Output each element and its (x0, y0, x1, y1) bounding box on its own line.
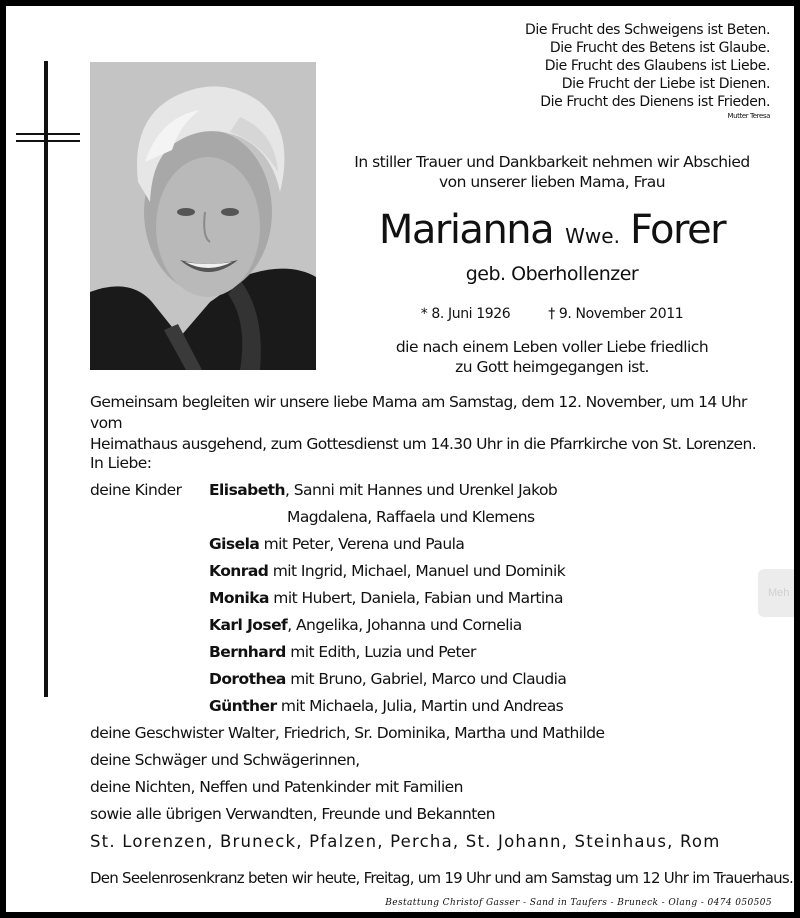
mourners-heading: In Liebe: (90, 454, 152, 472)
child-name: Konrad (209, 562, 269, 580)
child-family: mit Ingrid, Michael, Manuel und Dominik (268, 562, 566, 580)
widow-title: Wwe. (565, 224, 620, 248)
quote-line: Die Frucht des Dienens ist Frieden. (540, 94, 770, 110)
child-family: mit Michaela, Julia, Martin und Andreas (276, 697, 564, 715)
memorial-quote (525, 21, 770, 121)
child-entry (209, 588, 563, 608)
funeral-announcement (90, 392, 780, 455)
child-family: mit Hubert, Daniela, Fabian und Martina (268, 589, 563, 607)
child-entry (209, 615, 522, 635)
child-family: , Sanni mit Hannes und Urenkel Jakob (285, 481, 558, 499)
portrait-illustration (90, 62, 316, 370)
portrait-photo (90, 62, 316, 370)
deceased-name (324, 206, 780, 260)
maiden-name: geb. Oberhollenzer (465, 263, 639, 285)
child-name: Günther (209, 697, 277, 715)
obituary-notice (6, 6, 794, 912)
child-entry (209, 696, 563, 716)
passing-line: die nach einem Leben voller Liebe friedlich (395, 338, 709, 356)
side-more-tab[interactable]: Meh (758, 569, 794, 617)
passing-text (324, 337, 780, 377)
child-name: Gisela (209, 535, 260, 553)
mourner-line: deine Schwäger und Schwägerinnen, (90, 751, 360, 769)
mourner-line: deine Geschwister Walter, Friedrich, Sr. Dominika, Martha und Mathilde (90, 724, 605, 742)
child-family: Magdalena, Raffaela und Klemens (287, 508, 535, 526)
rosary-announcement: Den Seelenrosenkranz beten wir heute, Freitag, um 19 Uhr und am Samstag um 12 Uhr im Trauerhaus. (90, 869, 793, 887)
child-name: Elisabeth (209, 481, 286, 499)
child-family: mit Edith, Luzia und Peter (285, 643, 476, 661)
child-entry (209, 480, 557, 500)
life-dates (324, 304, 780, 324)
child-entry (209, 534, 464, 554)
cross-horizontal-bar-second (16, 140, 80, 142)
cross-horizontal-bar (16, 133, 80, 135)
child-family: , Angelika, Johanna und Cornelia (287, 616, 522, 634)
first-name: Marianna (378, 207, 554, 253)
funeral-line: Heimathaus ausgehend, zum Gottesdienst um 14.30 Uhr in die Pfarrkirche von St. Lorenzen. (90, 435, 757, 453)
quote-line: Die Frucht des Schweigens ist Beten. (524, 22, 770, 38)
mourner-line: sowie alle übrigen Verwandten, Freunde und Bekannten (90, 805, 496, 823)
child-name: Monika (209, 589, 269, 607)
quote-line: Die Frucht der Liebe ist Dienen. (561, 76, 770, 92)
child-name: Bernhard (209, 643, 286, 661)
intro-text (324, 152, 780, 192)
child-entry (209, 642, 476, 662)
child-family: mit Peter, Verena und Paula (259, 535, 465, 553)
cross-vertical-bar (44, 61, 48, 697)
intro-line: In stiller Trauer und Dankbarkeit nehmen wir Abschied (354, 153, 750, 171)
passing-line: zu Gott heimgegangen ist. (455, 358, 649, 376)
birth-date: * 8. Juni 1926 (420, 306, 511, 322)
children-label: deine Kinder (90, 481, 182, 499)
child-entry (287, 507, 535, 527)
quote-line: Die Frucht des Betens ist Glaube. (549, 40, 770, 56)
child-entry (209, 669, 566, 689)
last-name: Forer (629, 207, 726, 253)
child-family: mit Bruno, Gabriel, Marco und Claudia (285, 670, 567, 688)
mourner-line: deine Nichten, Neffen und Patenkinder mit Familien (90, 778, 463, 796)
funeral-home-footer: Bestattung Christof Gasser - Sand in Taufers - Bruneck - Olang - 0474 050505 (385, 898, 772, 908)
child-entry (209, 561, 565, 581)
quote-author: Mutter Teresa (727, 112, 770, 120)
funeral-line: Gemeinsam begleiten wir unsere liebe Mama am Samstag, dem 12. November, um 14 Uhr vom (90, 393, 747, 432)
places-line: St. Lorenzen, Bruneck, Pfalzen, Percha, St. Johann, Steinhaus, Rom (90, 832, 721, 851)
intro-line: von unserer lieben Mama, Frau (438, 173, 666, 191)
child-name: Karl Josef (209, 616, 288, 634)
quote-line: Die Frucht des Glaubens ist Liebe. (544, 58, 770, 74)
death-date: † 9. November 2011 (548, 306, 684, 322)
child-name: Dorothea (209, 670, 286, 688)
